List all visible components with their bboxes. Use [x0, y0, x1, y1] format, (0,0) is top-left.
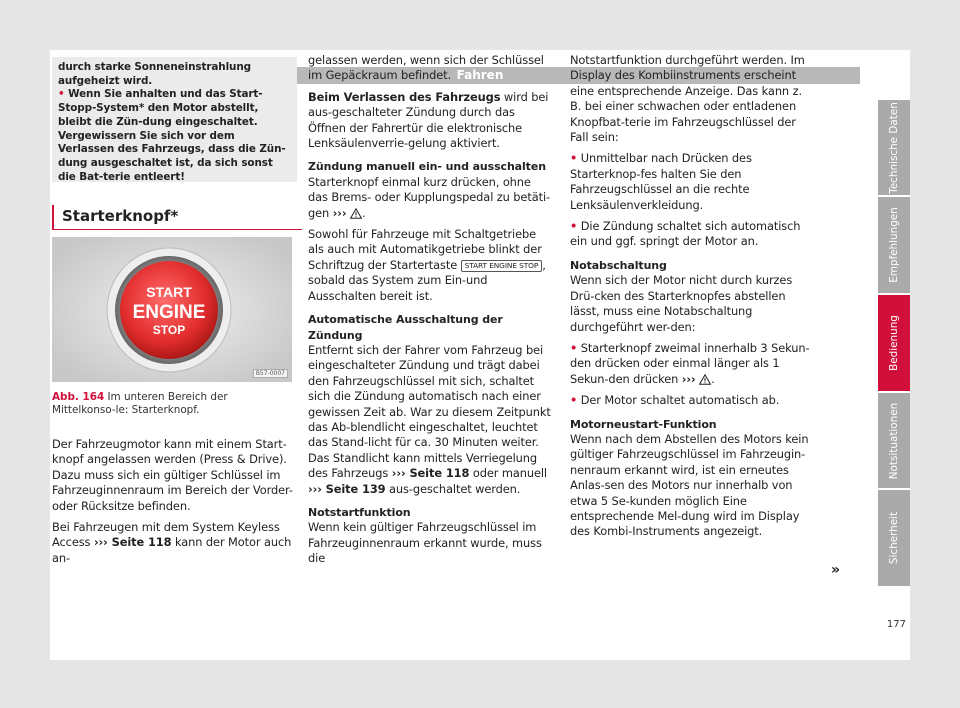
column-2 — [308, 53, 553, 573]
bullet-icon: • — [570, 393, 578, 408]
section-title: Starterknopf* — [52, 205, 302, 230]
tab-sicherheit[interactable] — [878, 490, 910, 586]
figure-caption — [52, 391, 292, 417]
col2-paragraph-4 — [308, 227, 553, 304]
warning-line-1: durch starke Sonneneinstrahlung aufgeheizt wird. — [58, 61, 251, 87]
warning-triangle-icon — [699, 374, 711, 385]
col1-p2-pre: Bei Fahrzeugen mit dem System Keyless Access — [52, 520, 280, 550]
tab-empfehlungen[interactable] — [878, 197, 910, 293]
col3-b3-text: Starterknopf zweimal innerhalb 3 Sekun-den drücken oder einmal länger als 1 Sekun-den drücken — [570, 340, 810, 386]
page-link-118-b[interactable]: ››› Seite 118 — [391, 466, 470, 481]
tab-label: Technische Daten — [888, 101, 900, 194]
col2-p5-mid: oder manuell — [472, 466, 547, 481]
warning-link-2[interactable]: ››› — [681, 371, 696, 386]
column-1 — [52, 57, 297, 182]
col3-paragraph-3: Wenn nach dem Abstellen des Motors kein gültiger Fahrzeugschlüssel im Fahrzeugin-nenraum erkannt wird, ist ein erneutes Anlas-sen des Motors nur innerhalb von etwa 5 Se-kunden möglich Eine entsprechende Mel-dung wird im Display des Kombi-Instruments angezeigt. — [570, 431, 809, 539]
column-1-body — [52, 437, 297, 572]
page-link-118[interactable]: ››› Seite 118 — [93, 535, 172, 550]
figure-code: B57-0007 — [253, 369, 288, 378]
warning-line-2 — [58, 88, 289, 184]
button-text-stop: STOP — [152, 323, 186, 337]
page-number: 177 — [886, 619, 906, 630]
tab-label: Empfehlungen — [888, 207, 900, 283]
col1-paragraph-2 — [52, 520, 297, 566]
heading-notabschaltung: Notabschaltung — [570, 258, 667, 272]
col1-p2-post: kann der Motor auch an- — [52, 535, 292, 565]
tab-notsituationen[interactable] — [878, 393, 910, 488]
col3-b4-text: Der Motor schaltet automatisch ab. — [580, 393, 780, 408]
heading-motorneustart: Motorneustart-Funktion — [570, 417, 717, 431]
col3-bullet-3: • Starterknopf zweimal innerhalb 3 Sekun-den drücken oder einmal länger als 1 Sekun-den drücken ››› . — [570, 340, 810, 386]
warning-link[interactable]: ››› — [332, 205, 347, 220]
start-button-illustration — [52, 237, 292, 382]
col2-p3-text: Starterknopf einmal kurz drücken, ohne das Brems- oder Kupplungspedal zu betäti-gen — [308, 174, 551, 220]
col2-paragraph-1: gelassen werden, wenn sich der Schlüssel im Gepäckraum befindet. — [308, 53, 544, 83]
bullet-icon: • — [570, 340, 578, 355]
tab-label: Notsituationen — [888, 402, 900, 479]
col2-bold-lead: Beim Verlassen des Fahrzeugs — [308, 89, 501, 104]
start-engine-stop-key: START ENGINE STOP — [461, 260, 543, 272]
heading-zuendung-manuell: Zündung manuell ein- und ausschalten — [308, 160, 546, 174]
col2-p5-post: aus-geschaltet werden. — [389, 481, 521, 496]
col2-paragraph-3: Starterknopf einmal kurz drücken, ohne das Brems- oder Kupplungspedal zu betäti-gen ››› . — [308, 174, 551, 220]
col2-paragraph-2 — [308, 90, 553, 152]
column-3 — [570, 53, 813, 546]
tab-bedienung[interactable] — [878, 295, 910, 391]
bullet-icon: • — [570, 151, 578, 166]
page-link-139[interactable]: ››› Seite 139 — [308, 481, 386, 496]
col2-p4-pre: Sowohl für Fahrzeuge mit Schaltgetriebe als auch mit Automatikgetriebe blinkt der Schriftzug der Startertaste — [308, 227, 542, 272]
col3-b1-text: Unmittelbar nach Drücken des Starterknop-fes halten Sie den Fahrzeugschlüssel an die rechte Lenksäulenverkleidung. — [570, 151, 752, 212]
warning-text: Wenn Sie anhalten und das Start-Stopp-System* den Motor abstellt, bleibt die Zün-dung eingeschaltet. Vergewissern Sie sich vor dem Verlassen des Fahrzeugs, dass die Zün-dung ausgeschaltet ist, da sich sonst die Bat-terie entleert! — [58, 88, 286, 183]
tab-label: Sicherheit — [888, 511, 900, 565]
button-text-start: START — [146, 284, 192, 300]
col3-paragraph-1: Notstartfunktion durchgeführt werden. Im Display des Kombiinstruments erscheint eine entsprechende Anzeige. Das kann z. B. bei einer schwachen oder entladenen Knopfbat-terie im Fahrzeugschlüssel der Fall sein: — [570, 53, 805, 145]
figure-start-button — [52, 237, 292, 382]
bullet-icon: • — [58, 88, 65, 101]
col3-bullet-4 — [570, 393, 813, 408]
caption-text: Im unteren Bereich der Mittelkonso-le: Starterknopf. — [52, 391, 228, 416]
page-header: Fahren — [100, 67, 860, 84]
col2-paragraph-5 — [308, 343, 553, 497]
col3-paragraph-2: Wenn sich der Motor nicht durch kurzes Drü-cken des Starterknopfes abstellen lässt, muss eine Notabschaltung durchgeführt wer-den: — [570, 273, 793, 334]
col1-paragraph-1: Der Fahrzeugmotor kann mit einem Start-knopf angelassen werden (Press & Drive). Dazu muss sich ein gültiger Schlüssel im Fahrzeuginnenraum im Bereich der Vorder- oder Rücksitze befinden. — [52, 437, 293, 513]
warning-box — [52, 57, 297, 182]
tab-label: Bedienung — [888, 315, 900, 371]
heading-notstartfunktion: Notstartfunktion — [308, 505, 411, 519]
continue-arrow-icon: » — [831, 562, 841, 578]
caption-label: Abb. 164 — [52, 391, 105, 403]
button-text-engine: ENGINE — [132, 302, 206, 323]
col2-p5-pre: Entfernt sich der Fahrer vom Fahrzeug bei eingeschalteter Zündung und trägt dabei den Fahrzeugschlüssel mit sich, schaltet sich die Zündung automatisch nach einer gewissen Zeit ab. War zu diesem Zeitpunkt das Ab-blendlicht eingeschaltet, leuchtet das Stand-licht für ca. 30 Minuten weiter. Das Standlicht kann mittels Verriegelung des Fahrzeugs — [308, 342, 551, 481]
heading-automatische-ausschaltung: Automatische Ausschaltung der Zündung — [308, 313, 503, 342]
col2-paragraph-6: Wenn kein gültiger Fahrzeugschlüssel im Fahrzeuginnenraum erkannt wurde, muss die — [308, 520, 542, 566]
col3-b2-text: Die Zündung schaltet sich automatisch ein und ggf. springt der Motor an. — [570, 219, 801, 249]
col2-p4-post: , sobald das System zum Ein-und Ausschalten bereit ist. — [308, 257, 546, 303]
col3-bullet-2 — [570, 219, 813, 250]
bullet-icon: • — [570, 219, 578, 234]
col2-p2-rest: wird bei aus-geschalteter Zündung durch das Öffnen der Fahrertür die elektronische Lenksäulenverrie-gelung aktiviert. — [308, 89, 549, 151]
col3-bullet-1 — [570, 151, 813, 213]
tab-technische-daten[interactable] — [878, 100, 910, 195]
warning-triangle-icon — [350, 208, 362, 219]
